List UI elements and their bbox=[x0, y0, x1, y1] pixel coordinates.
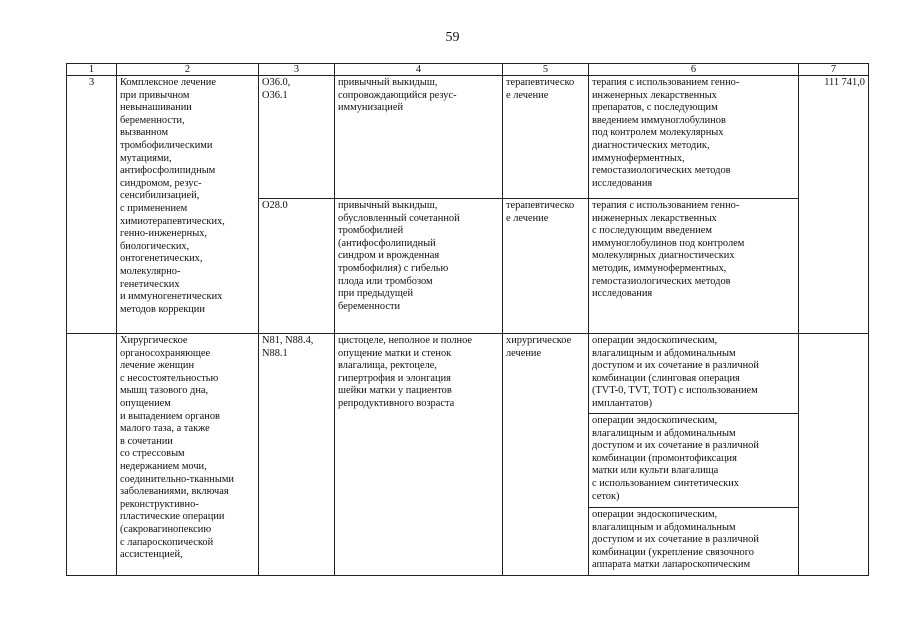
patient-model-line: привычный выкидыш, bbox=[338, 77, 438, 88]
treatment-method-line: диагностических методик, bbox=[592, 139, 710, 151]
patient-model-cell bbox=[335, 76, 503, 199]
treatment-method-line: инженерных лекарственных bbox=[592, 89, 717, 101]
column-number: 4 bbox=[335, 64, 503, 76]
treatment-method-cell bbox=[589, 199, 799, 334]
treatment-method-line: терапия с использованием генно- bbox=[592, 200, 740, 211]
service-name-line: Комплексное лечение bbox=[120, 77, 216, 88]
patient-model-line: синдром и врожденная bbox=[338, 250, 440, 262]
treatment-method-line: методик, иммуноферментных, bbox=[592, 262, 727, 274]
treatment-method-line: операции эндоскопическим, bbox=[592, 335, 718, 346]
icd-code: O28.0 bbox=[262, 200, 288, 211]
treatment-method-line: сеток) bbox=[592, 490, 620, 502]
service-name-line: Хирургическое bbox=[120, 335, 188, 346]
treatment-method-line: доступом и их сочетание в различной bbox=[592, 440, 759, 452]
treatment-method-line: препаратов, с последующим bbox=[592, 102, 718, 114]
patient-model-line: гипертрофия и элонгация bbox=[338, 372, 451, 384]
treatment-method-cell bbox=[589, 334, 799, 414]
treatment-method-line: с использованием синтетических bbox=[592, 477, 739, 489]
column-number: 1 bbox=[67, 64, 117, 76]
treatment-method-line: влагалищным и абдоминальным bbox=[592, 347, 736, 359]
column-number: 5 bbox=[503, 64, 589, 76]
treatment-type-line: е лечение bbox=[506, 89, 549, 101]
icd-code: N81, N88.4, bbox=[262, 335, 314, 346]
treatment-method-line: инженерных лекарственных bbox=[592, 212, 717, 224]
treatment-method-line: под контролем молекулярных bbox=[592, 127, 724, 139]
service-name-line: и выпадением органов bbox=[120, 410, 220, 422]
column-number: 3 bbox=[259, 64, 335, 76]
patient-model-line: тромбофилией bbox=[338, 225, 404, 237]
service-name-line: методов коррекции bbox=[120, 303, 205, 315]
column-number: 2 bbox=[117, 64, 259, 76]
service-name-line: с применением bbox=[120, 202, 188, 214]
service-name-cell bbox=[117, 334, 259, 576]
service-name-line: тромбофилическими bbox=[120, 139, 213, 151]
treatment-method-line: иммуноглобулинов под контролем bbox=[592, 237, 745, 249]
service-name-line: онтогенетических, bbox=[120, 253, 203, 265]
treatment-method-line: гемостазиологических методов bbox=[592, 275, 731, 287]
treatment-type-line: терапевтическо bbox=[506, 77, 575, 88]
service-name-line: лечение женщин bbox=[120, 360, 195, 372]
patient-model-line: беременности bbox=[338, 300, 401, 312]
treatment-method-line: терапия с использованием генно- bbox=[592, 77, 740, 88]
treatment-method-line: аппарата матки лапароскопическим bbox=[592, 559, 751, 571]
treatment-method-line: комбинации (укрепление связочного bbox=[592, 546, 754, 558]
treatment-method-line: влагалищным и абдоминальным bbox=[592, 427, 736, 439]
treatment-type-line: хирургическое bbox=[506, 335, 572, 346]
treatment-method-line: операции эндоскопическим, bbox=[592, 415, 718, 426]
patient-model-cell bbox=[335, 334, 503, 576]
service-name-cell bbox=[117, 76, 259, 334]
treatment-method-line: гемостазиологических методов bbox=[592, 165, 731, 177]
service-name-line: мутациями, bbox=[120, 152, 172, 164]
service-name-line: с лапароскопической bbox=[120, 536, 214, 548]
treatment-type-line: терапевтическо bbox=[506, 200, 575, 211]
treatment-method-line: молекулярных диагностических bbox=[592, 250, 735, 262]
treatment-method-line: с последующим введением bbox=[592, 225, 712, 237]
patient-model-line: цистоцеле, неполное и полное bbox=[338, 335, 473, 346]
treatment-method-line: введением иммуноглобулинов bbox=[592, 114, 726, 126]
service-name-line: ассистенцией, bbox=[120, 549, 183, 561]
patient-model-line: (антифосфолипидный bbox=[338, 237, 436, 249]
service-name-line: пластические операции bbox=[120, 511, 225, 523]
treatment-method-line: матки или культи влагалища bbox=[592, 465, 719, 477]
treatment-type-line: е лечение bbox=[506, 212, 549, 224]
treatment-method-line: иммуноферментных, bbox=[592, 152, 685, 164]
treatment-type-cell bbox=[503, 199, 589, 334]
service-name-line: биологических, bbox=[120, 240, 190, 252]
service-name-line: сенсибилизацией, bbox=[120, 190, 200, 202]
treatment-method-cell bbox=[589, 508, 799, 576]
patient-model-line: опущение матки и стенок bbox=[338, 347, 452, 359]
icd-codes-cell bbox=[259, 199, 335, 334]
service-name-line: соединительно-тканными bbox=[120, 473, 234, 485]
icd-codes-cell bbox=[259, 76, 335, 199]
treatment-method-line: комбинации (промонтофиксация bbox=[592, 452, 737, 464]
service-name-line: антифосфолипидным bbox=[120, 165, 216, 177]
patient-model-line: привычный выкидыш, bbox=[338, 200, 438, 211]
service-name-line: генетических bbox=[120, 278, 180, 290]
treatment-method-line: комбинации (слинговая операция bbox=[592, 372, 740, 384]
treatment-method-line: доступом и их сочетание в различной bbox=[592, 534, 759, 546]
treatment-type-line: лечение bbox=[506, 347, 542, 359]
service-name-line: синдромом, резус- bbox=[120, 177, 202, 189]
treatment-method-line: доступом и их сочетание в различной bbox=[592, 360, 759, 372]
services-table bbox=[66, 63, 869, 576]
service-name-line: недержанием мочи, bbox=[120, 460, 207, 472]
patient-model-line: иммунизацией bbox=[338, 102, 404, 114]
patient-model-line: тромбофилия) с гибелью bbox=[338, 262, 449, 274]
patient-model-line: обусловленный сочетанной bbox=[338, 212, 460, 224]
treatment-method-line: имплантатов) bbox=[592, 397, 653, 409]
column-number-row bbox=[67, 64, 869, 76]
icd-code: O36.0, bbox=[262, 77, 291, 88]
service-name-line: мышц тазового дна, bbox=[120, 385, 209, 397]
patient-model-line: репродуктивного возраста bbox=[338, 397, 455, 409]
patient-model-line: шейки матки у пациентов bbox=[338, 385, 452, 397]
service-name-line: при привычном bbox=[120, 89, 190, 101]
service-name-line: химиотерапевтических, bbox=[120, 215, 225, 227]
service-name-line: органосохраняющее bbox=[120, 347, 211, 359]
treatment-method-line: исследования bbox=[592, 288, 653, 300]
icd-code: O36.1 bbox=[262, 89, 288, 101]
patient-model-line: при предыдущей bbox=[338, 288, 414, 300]
row-index bbox=[67, 334, 117, 576]
treatment-method-line: влагалищным и абдоминальным bbox=[592, 521, 736, 533]
patient-model-line: сопровождающийся резус- bbox=[338, 89, 457, 101]
column-number: 7 bbox=[799, 64, 869, 76]
patient-model-cell bbox=[335, 199, 503, 334]
service-name-line: невынашивании bbox=[120, 102, 192, 114]
page-number: 59 bbox=[445, 30, 460, 45]
row-index: 3 bbox=[67, 76, 117, 334]
service-name-line: генно-инженерных, bbox=[120, 228, 207, 240]
service-name-line: опущением bbox=[120, 397, 171, 409]
service-name-line: с несостоятельностью bbox=[120, 372, 219, 384]
treatment-type-cell bbox=[503, 334, 589, 576]
service-name-line: со стрессовым bbox=[120, 448, 185, 460]
service-name-line: в сочетании bbox=[120, 435, 173, 447]
treatment-method-cell bbox=[589, 414, 799, 508]
service-name-line: (сакровагинопексию bbox=[120, 523, 212, 535]
treatment-method-cell bbox=[589, 76, 799, 199]
treatment-method-line: (TVT-0, TVT, TOT) с использованием bbox=[592, 385, 758, 397]
price-cell bbox=[799, 334, 869, 576]
price-cell: 111 741,0 bbox=[799, 76, 869, 334]
column-number: 6 bbox=[589, 64, 799, 76]
treatment-method-line: исследования bbox=[592, 177, 653, 189]
service-name-line: вызванном bbox=[120, 127, 169, 139]
table-row bbox=[67, 334, 869, 414]
service-name-line: молекулярно- bbox=[120, 265, 181, 277]
table-row bbox=[67, 76, 869, 199]
treatment-method-line: операции эндоскопическим, bbox=[592, 509, 718, 520]
icd-codes-cell bbox=[259, 334, 335, 576]
treatment-type-cell bbox=[503, 76, 589, 199]
icd-code: N88.1 bbox=[262, 347, 288, 359]
service-name-line: реконструктивно- bbox=[120, 498, 199, 510]
patient-model-line: плода или тромбозом bbox=[338, 275, 433, 287]
patient-model-line: влагалища, ректоцеле, bbox=[338, 360, 437, 372]
service-name-line: заболеваниями, включая bbox=[120, 486, 229, 498]
service-name-line: малого таза, а также bbox=[120, 423, 210, 435]
service-name-line: беременности, bbox=[120, 114, 185, 126]
service-name-line: и иммуногенетических bbox=[120, 291, 223, 303]
